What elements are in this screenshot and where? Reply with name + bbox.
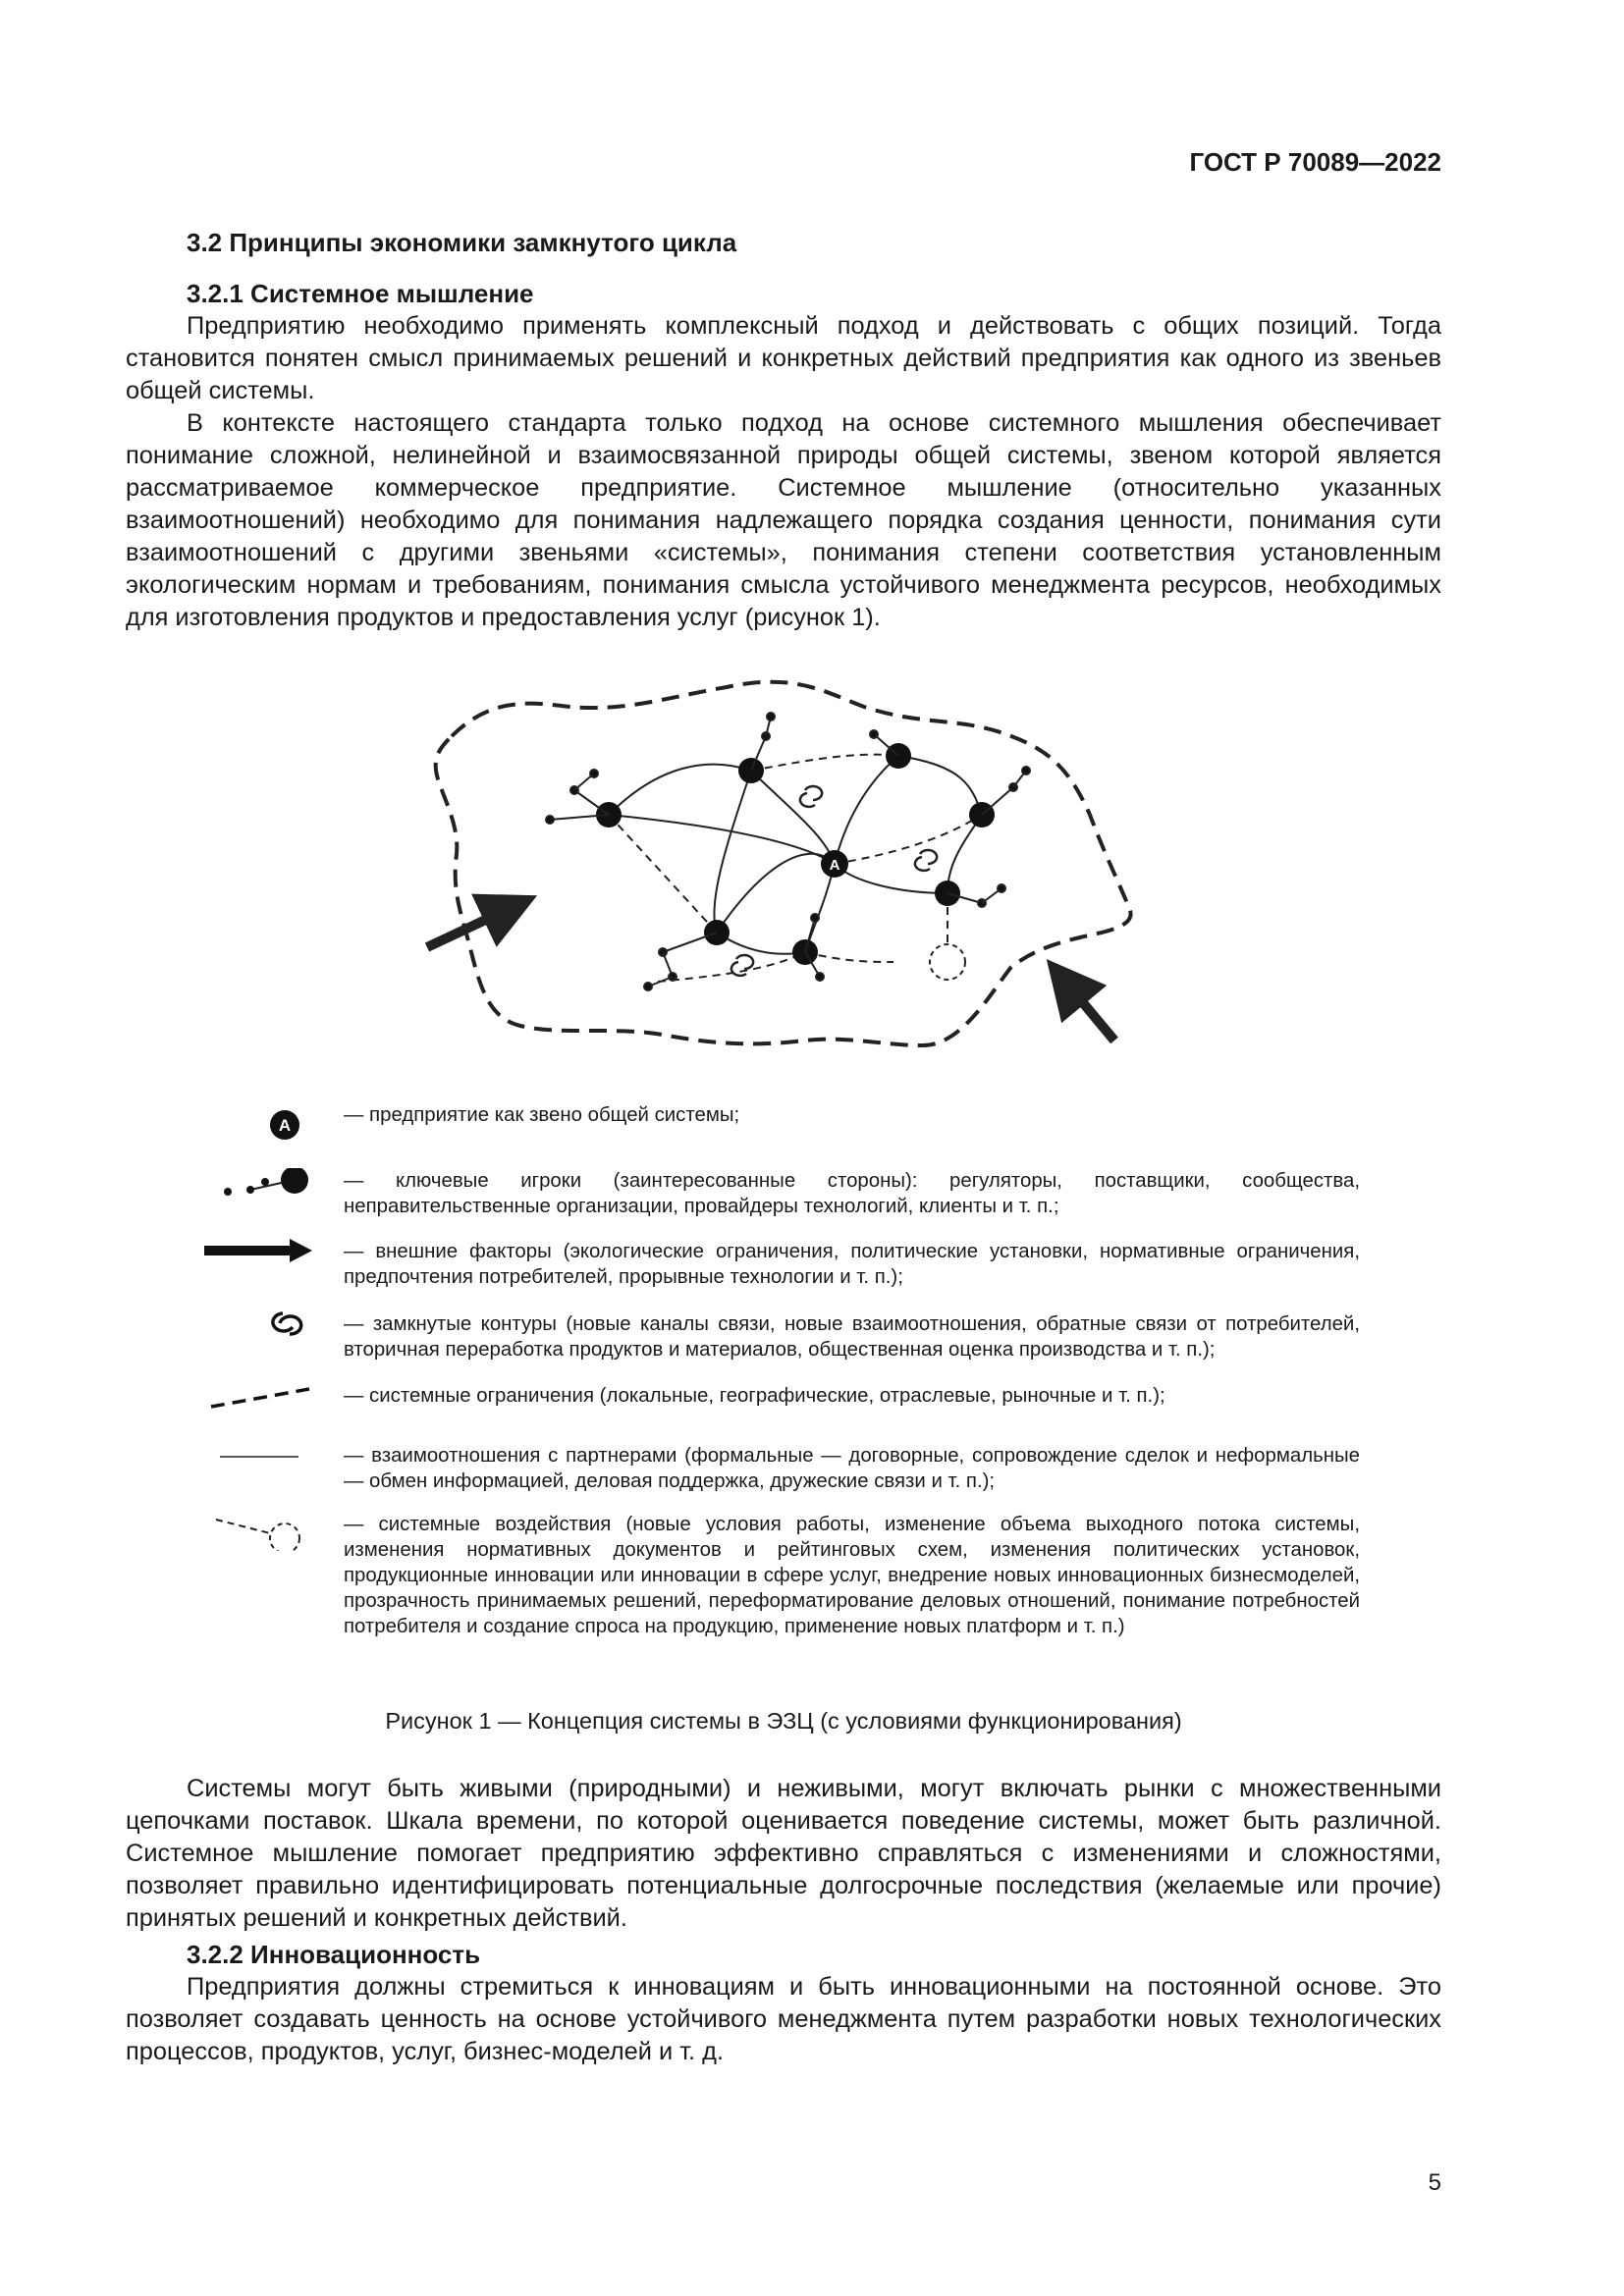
- standard-code: ГОСТ Р 70089—2022: [1189, 147, 1441, 177]
- system-concept-diagram: [412, 658, 1159, 1070]
- legend-closed-loops: — замкнутые контуры (новые каналы связи, новые взаимоотношения, обратные связи от потребителей, вторичная переработка продуктов и материалов, общественная оценка производства и т. п.);: [344, 1313, 1360, 1361]
- arrow-icon: [196, 1235, 339, 1274]
- legend-enterprise: — предприятие как звено общей системы;: [344, 1104, 740, 1126]
- section-title: 3.2 Принципы экономики замкнутого цикла: [187, 228, 737, 257]
- legend-system-impacts: — системные воздействия (новые условия работы, изменение объема выходного потока системы, изменения нормативных документов и рейтинговых схем, изменения политических установок, продукционные инновации или инновации в сфере услуг, внедрение новых инновационных бизнесмоделей, прозрачность принимаемых решений, переформатирование деловых отношений, понимание потребностей потребителя и создание спроса на продукцию, применение новых платформ и т. п.): [344, 1514, 1360, 1637]
- solid-line-icon: [196, 1441, 339, 1480]
- paragraph-after-figure: Системы могут быть живыми (природными) и неживыми, могут включать рынки с множественными цепочками поставок. Шкала времени, по которой оценивается поведение системы, может быть различной. Системное мышление помогает предприятию эффективно справляться с изменениями и сложностями, позволяет правильно идентифицировать потенциальные долгосрочные последствия (желаемые или прочие) принятых решений и конкретных действий.: [126, 1775, 1441, 1932]
- dashed-line-icon: [196, 1379, 339, 1418]
- paragraph-2: В контексте настоящего стандарта только подход на основе системного мышления обеспечивает понимание сложной, нелинейной и взаимосвязанной природы общей системы, звеном которой является рассматриваемое коммерческое предприятие. Системное мышление (относительно указанных взаимоотношений) необходимо для понимания надлежащего порядка создания ценности, понимания сути взаимоотношений с другими звеньями «системы», понимания степени соответствия установленным экологическим нормам и требованиям, понимания смысла устойчивого менеджмента ресурсов, необходимых для изготовления продуктов и предоставления услуг (рисунок 1).: [126, 409, 1441, 631]
- svg-text:A: A: [278, 1116, 292, 1135]
- legend-partner-relations: — взаимоотношения с партнерами (формальные — договорные, сопровождение сделок и неформальные — обмен информацией, деловая поддержка, дружеские связи и т. п.);: [344, 1445, 1360, 1492]
- cycle-icon: [196, 1306, 339, 1345]
- legend-key-players: — ключевые игроки (заинтересованные стороны): регуляторы, поставщики, сообщества, неправительственные организации, провайдеры технологий, клиенты и т. п.;: [344, 1170, 1360, 1217]
- paragraph-1: Предприятию необходимо применять комплексный подход и действовать с общих позиций. Тогда становится понятен смысл принимаемых решений и конкретных действий предприятия как одного из звеньев общей системы.: [126, 312, 1441, 404]
- page-number: 5: [1428, 2169, 1441, 2196]
- figure-caption: Рисунок 1 — Концепция системы в ЭЗЦ (с условиями функционирования): [385, 1708, 1182, 1734]
- system-impact-node: [930, 944, 965, 980]
- svg-text:A: A: [829, 857, 840, 874]
- key-players-icon: [196, 1168, 339, 1207]
- paragraph-innovation: Предприятия должны стремиться к инновациям и быть инновационными на постоянной основе. Это позволяет создавать ценность на основе устойчивого менеджмента путем разработки новых технологических процессов, продуктов, услуг, бизнес-моделей и т. д.: [126, 1973, 1441, 2065]
- external-factor-arrow-right: [1065, 982, 1114, 1041]
- enterprise-icon: [196, 1107, 339, 1147]
- legend-external-factors: — внешние факторы (экологические ограничения, политические установки, нормативные ограничения, предпочтения потребителей, прорывные технологии и т. п.);: [344, 1241, 1360, 1288]
- external-factor-arrow-left: [427, 908, 511, 947]
- subsection-title-3-2-1: 3.2.1 Системное мышление: [187, 279, 534, 308]
- subsection-title-3-2-2: 3.2.2 Инновационность: [187, 1940, 481, 1969]
- system-impact-icon: [196, 1512, 339, 1551]
- legend-system-constraints: — системные ограничения (локальные, географические, отраслевые, рыночные и т. п.);: [344, 1385, 1165, 1407]
